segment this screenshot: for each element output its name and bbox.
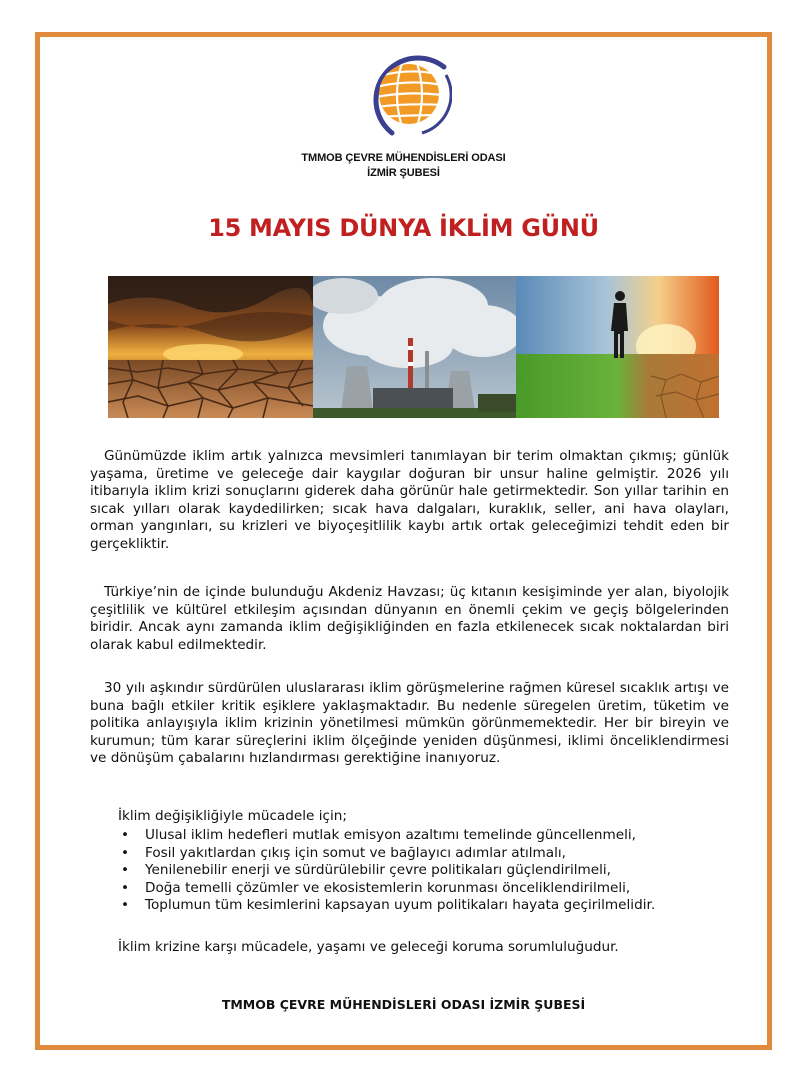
org-name-line2: İZMİR ŞUBESİ [367, 167, 440, 179]
list-item [118, 880, 655, 898]
list-item [118, 827, 655, 845]
bullet-icon: • [121, 879, 130, 896]
power-plant-smoke-image [313, 276, 516, 418]
demands-list [118, 827, 655, 915]
list-item-text: Fosil yakıtlardan çıkış için somut ve bağlayıcı adımlar atılmalı, [145, 844, 566, 861]
list-item [118, 845, 655, 863]
paragraph-3: 30 yılı aşkındır sürdürülen uluslararası iklim görüşmelerine rağmen küresel sıcaklık artışı ve buna bağlı etkiler kritik eşiklere yaklaşmaktadır. Bu nedenle süregelen üretim, tüketim ve politika anlayışıyla iklim krizinin yönetilmesi mümkün görünmemektedir. Her bir bireyin ve kurumun; tüm karar süreçlerini iklim ölçeğinde yeniden düşünmesi, iklimi önceliklendirmesi ve dönüşüm çabalarını hızlandırması gerektiğine inanıyoruz. [90, 680, 729, 767]
org-name-line1: TMMOB ÇEVRE MÜHENDİSLERİ ODASI [301, 152, 506, 164]
cracked-earth-sunset-image [108, 276, 313, 418]
paragraph-1: Günümüzde iklim artık yalnızca mevsimleri tanımlayan bir terim olmaktan çıkmış; günlük yaşama, üretime ve geleceğe dair kaygılar doğuran bir unsur haline gelmiştir. 2026 yılı itibarıyla iklim krizi sonuçlarını giderek daha görünür hale getirmektedir. Son yıllar tarihin en sıcak yılları olarak kaydedilirken; sıcak hava dalgaları, kuraklık, seller, ani hava olayları, orman yangınları, su krizleri ve biyoçeşitlilik kaybı artık ortak geleceğimizi tehdit eden bir gerçekliktir. [90, 448, 729, 552]
closing-statement: İklim krizine karşı mücadele, yaşamı ve geleceği koruma sorumluluğudur. [118, 939, 619, 955]
list-item-text: Ulusal iklim hedefleri mutlak emisyon azaltımı temelinde güncellenmeli, [145, 827, 636, 843]
bullet-icon: • [121, 844, 130, 861]
bullet-icon: • [121, 862, 130, 879]
paragraph-2: Türkiye’nin de içinde bulunduğu Akdeniz Havzası; üç kıtanın kesişiminde yer alan, biyolojik çeşitlilik ve kültürel etkileşim açısından dünyanın en önemli çekim ve geçiş bölgelerinden biridir. Ancak aynı zamanda iklim değişikliğinden en fazla etkilenecek sıcak noktalardan biri olarak kabul edilmektedir. [90, 584, 729, 653]
footer-signature: TMMOB ÇEVRE MÜHENDİSLERİ ODASI İZMİR ŞUBESİ [221, 997, 586, 1012]
list-item-text: Doğa temelli çözümler ve ekosistemlerin korunması önceliklendirilmeli, [145, 879, 631, 896]
bullet-icon: • [121, 827, 130, 843]
banner-image-strip [108, 276, 719, 418]
list-item-text: Yenilenebilir enerji ve sürdürülebilir çevre politikaları güçlendirilmeli, [145, 862, 612, 879]
bullet-icon: • [121, 897, 130, 914]
globe-logo-icon [362, 45, 452, 141]
page-title: 15 MAYIS DÜNYA İKLİM GÜNÜ [208, 214, 599, 242]
person-green-field-image [516, 276, 719, 418]
list-intro: İklim değişikliğiyle mücadele için; [118, 808, 347, 824]
list-item [118, 862, 655, 880]
list-item-text: Toplumun tüm kesimlerini kapsayan uyum politikaları hayata geçirilmelidir. [145, 897, 656, 914]
list-item [118, 897, 655, 915]
